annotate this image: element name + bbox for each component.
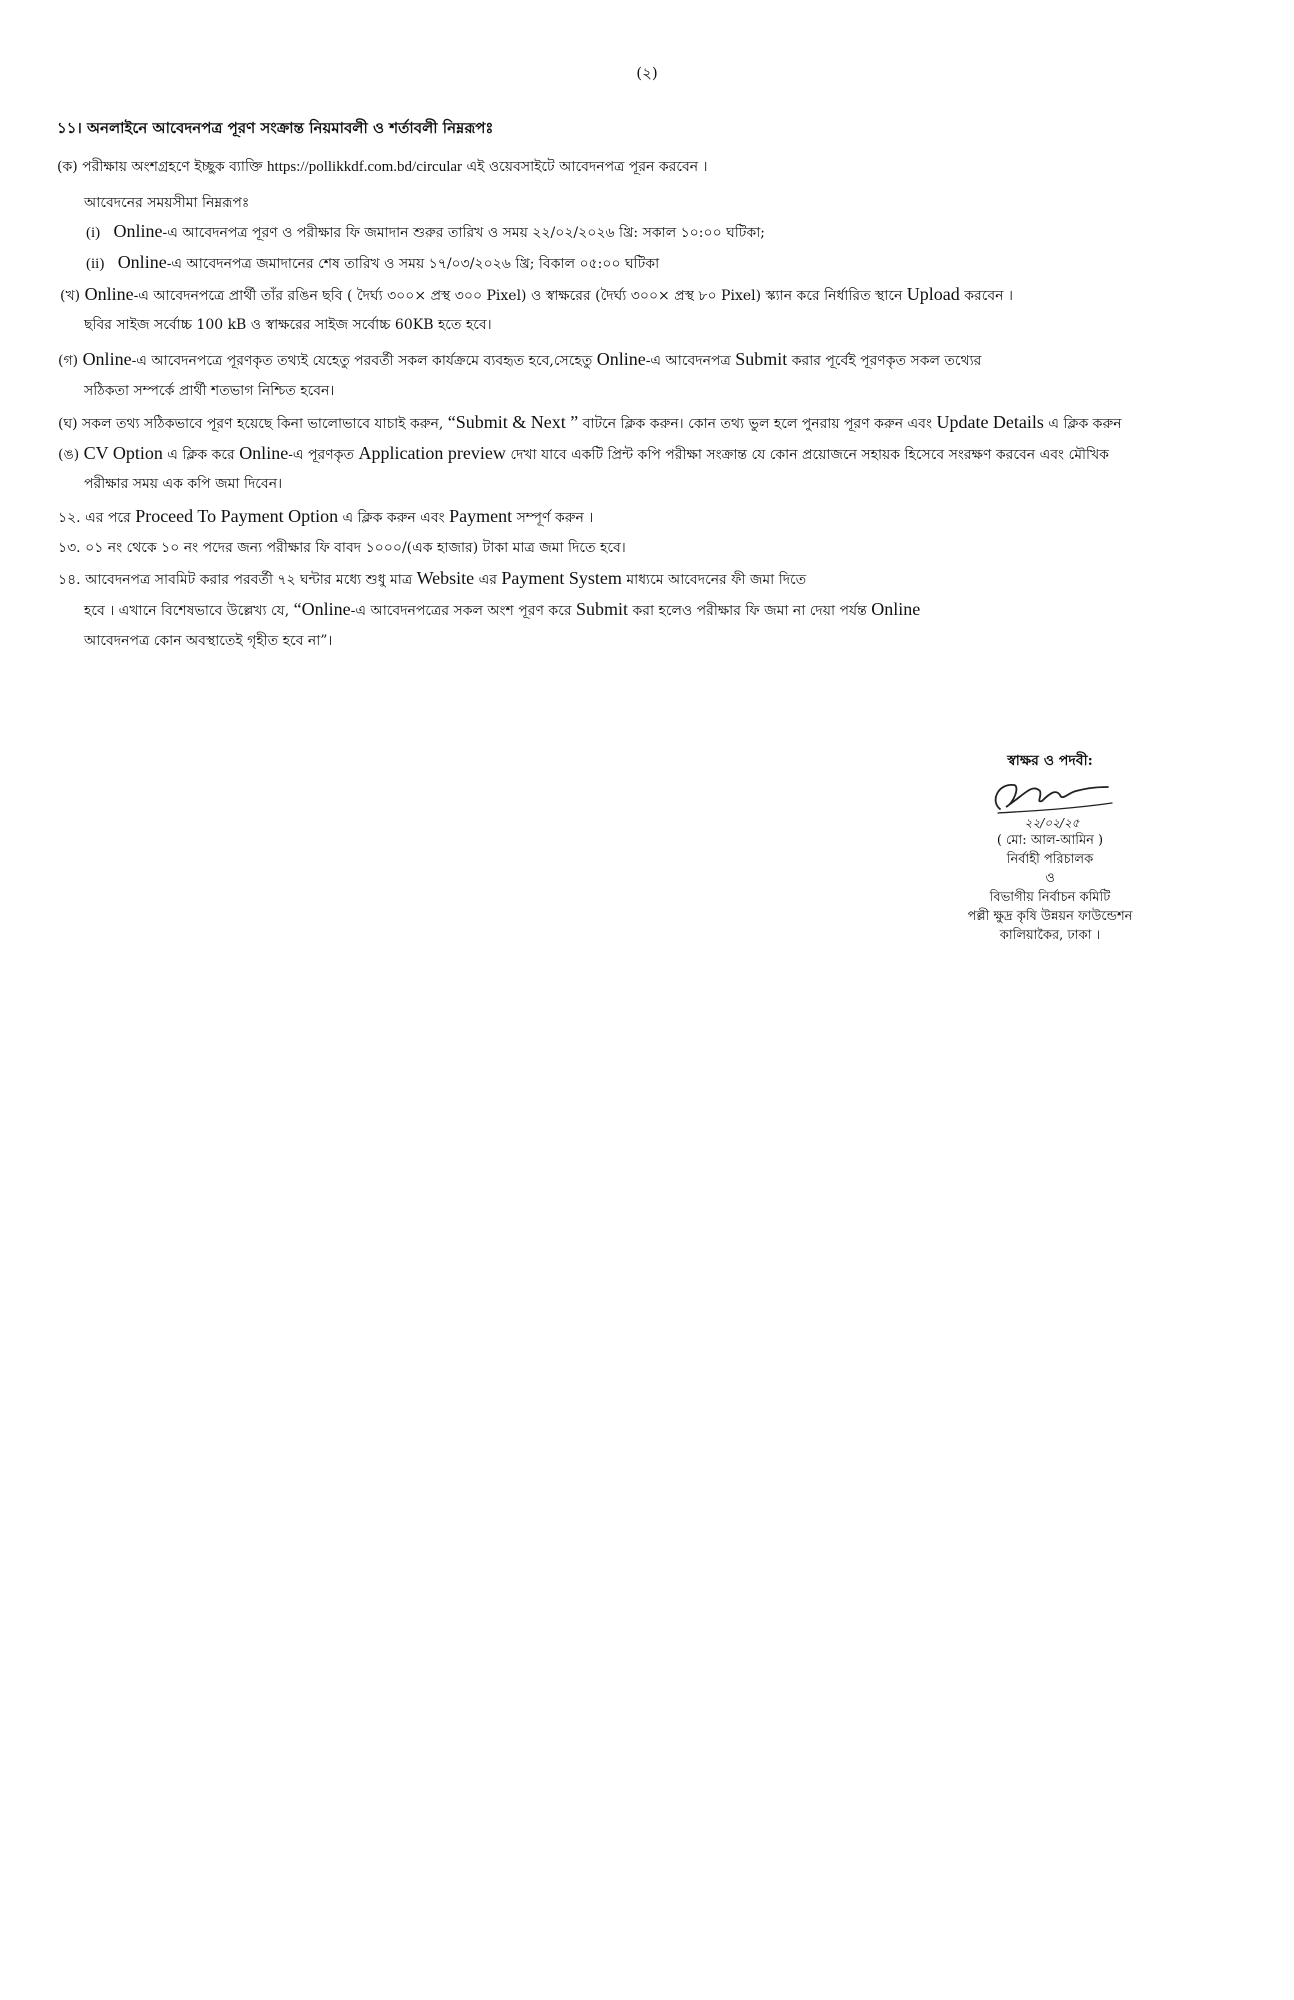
rule-14-pre: আবেদনপত্র সাবমিট করার পরবর্তী ৭২ ঘন্টার মধ্যে শুধু মাত্র xyxy=(85,572,413,588)
rule-gha-post: এ ক্লিক করুন xyxy=(1048,416,1122,432)
deadline-end-label: (ii) xyxy=(86,256,105,272)
deadline-start-text: -এ আবেদনপত্র পূরণ ও পরীক্ষার ফি জমাদান শুরুর তারিখ ও সময় ২২/০২/২০২৬ খ্রি: সকাল ১০:০০ ঘটিকা; xyxy=(162,225,765,241)
rule-gha xyxy=(58,411,1122,435)
proceed-to-payment-label: Proceed To Payment Option xyxy=(135,506,339,526)
rule-kha-label: (খ) xyxy=(60,288,81,304)
rule-ga-label: (গ) xyxy=(58,353,79,369)
rule-13: ১৩. ০১ নং থেকে ১০ নং পদের জন্য পরীক্ষার ফি বাবদ ১০০০/(এক হাজার) টাকা মাত্র জমা দিতে হবে। xyxy=(58,540,626,556)
rule-ga-mid: -এ আবেদনপত্র xyxy=(645,353,731,369)
rule-12 xyxy=(58,505,593,529)
rule-ka-post: এই ওয়েবসাইটে আবেদনপত্র পূরন করবেন । xyxy=(466,159,708,175)
rule-kha-upload: Upload xyxy=(906,284,960,304)
rule-kha-online: Online xyxy=(84,284,134,304)
rule-ka-label: (ক) xyxy=(57,159,78,175)
rule-gha-pre: সকল তথ্য সঠিকভাবে পূরণ হয়েছে কিনা ভালোভাবে যাচাই করুন, xyxy=(82,416,444,432)
rule-uma-post: দেখা যাবে একটি প্রিন্ট কপি পরীক্ষা সংক্রান্ত যে কোন প্রয়োজনে সহায়ক হিসেবে সংরক্ষণ করবেন এবং মৌখিক xyxy=(510,447,1109,463)
rule-ga-online1: Online xyxy=(82,349,132,369)
rule-kha-pre: -এ আবেদনপত্রে প্রার্থী তাঁর রঙিন ছবি ( দৈর্ঘ্য ৩০০× প্রস্থ ৩০০ Pixel) ও স্বাক্ষরের (দৈর্ঘ্য ৩০০× প্রস্থ ৮০ Pixel) স্ক্যান করে নির্ধারিত স্থানে xyxy=(133,288,903,304)
rule-ga-submit: Submit xyxy=(735,349,788,369)
signer-and: ও xyxy=(1045,871,1055,886)
signature-block xyxy=(900,752,1200,945)
circular-url: https://pollikkdf.com.bd/circular xyxy=(267,159,463,175)
rule-14-post: মাধ্যমে আবেদনের ফী জমা দিতে xyxy=(626,572,807,588)
rule-uma xyxy=(58,442,1109,466)
deadline-start-label: (i) xyxy=(86,225,101,241)
deadline-start xyxy=(86,220,765,244)
deadline-title: আবেদনের সময়সীমা নিম্নরূপঃ xyxy=(84,195,250,211)
rule-14-line3: আবেদনপত্র কোন অবস্থাতেই গৃহীত হবে না”। xyxy=(84,633,333,649)
rule-14-line2 xyxy=(84,598,920,622)
signature-date: ২২/০২/২৫ xyxy=(1024,816,1080,830)
rule-kha-size: ছবির সাইজ সর্বোচ্চ 100 kB ও স্বাক্ষরের সাইজ সর্বোচ্চ 60KB হতে হবে। xyxy=(84,317,492,333)
rule-14-line2-online: “Online xyxy=(293,599,351,619)
rule-kha xyxy=(60,283,1013,307)
website-label: Website xyxy=(416,568,475,588)
rule-gha-label: (ঘ) xyxy=(58,416,78,432)
rule-uma-mid: -এ পূরণকৃত xyxy=(288,447,354,463)
rule-gha-mid: বাটনে ক্লিক করুন। কোন তথ্য ভুল হলে পুনরায় পূরণ করুন এবং xyxy=(582,416,932,432)
rule-uma-pre: এ ক্লিক করে xyxy=(167,447,235,463)
signer-committee: বিভাগীয় নির্বাচন কমিটি xyxy=(989,890,1111,905)
rule-14-label: ১৪. xyxy=(58,572,81,588)
handwritten-signature xyxy=(980,773,1120,831)
rule-14-mid: এর xyxy=(478,572,497,588)
rule-uma-online: Online xyxy=(239,443,289,463)
rule-uma-viva: পরীক্ষার সময় এক কপি জমা দিবেন। xyxy=(84,476,283,492)
payment-label: Payment xyxy=(449,506,513,526)
signer-organization: পল্লী ক্ষুদ্র কৃষি উন্নয়ন ফাউন্ডেশন xyxy=(967,909,1133,924)
rule-14-line2-online2: Online xyxy=(871,599,921,619)
rule-12-mid: এ ক্লিক করুন এবং xyxy=(342,510,445,526)
rule-14-line2-mid2: করা হলেও পরীক্ষার ফি জমা না দেয়া পর্যন্ত xyxy=(632,603,867,619)
deadline-end-online: Online xyxy=(117,252,167,272)
signer-name: ( মো: আল-আমিন ) xyxy=(996,833,1104,848)
rule-14-line2-submit: Submit xyxy=(575,599,628,619)
rule-ga-post: করার পূর্বেই পূরণকৃত সকল তথ্যের xyxy=(791,353,982,369)
rule-ka xyxy=(57,156,708,178)
signer-title: নির্বাহী পরিচালক xyxy=(1006,852,1094,867)
rule-uma-label: (ঙ) xyxy=(58,447,80,463)
rule-12-label: ১২. xyxy=(58,510,81,526)
rule-kha-post: করবেন । xyxy=(964,288,1013,304)
payment-system-label: Payment System xyxy=(501,568,622,588)
submit-next-label: “Submit & Next ” xyxy=(447,412,579,432)
rule-12-pre: এর পরে xyxy=(85,510,131,526)
signer-place: কালিয়াকৈর, ঢাকা । xyxy=(999,928,1101,943)
rule-ka-pre: পরীক্ষায় অংশগ্রহণে ইচ্ছুক ব্যাক্তি xyxy=(82,159,263,175)
rule-14-line2-pre: হবে । এখানে বিশেষভাবে উল্লেখ্য যে, xyxy=(84,603,290,619)
page-number: (২) xyxy=(636,64,658,82)
cv-option-label: CV Option xyxy=(83,443,163,463)
update-details-label: Update Details xyxy=(936,412,1044,432)
rule-ga-online2: Online xyxy=(596,349,646,369)
rule-ga-accuracy: সঠিকতা সম্পর্কে প্রার্থী শতভাগ নিশ্চিত হবেন। xyxy=(84,383,335,399)
section-heading: ১১। অনলাইনে আবেদনপত্র পূরণ সংক্রান্ত নিয়মাবলী ও শর্তাবলী নিম্নরূপঃ xyxy=(57,119,494,137)
rule-ga xyxy=(58,348,981,372)
rule-14 xyxy=(58,567,806,591)
rule-12-post: সম্পূর্ণ করুন । xyxy=(516,510,594,526)
deadline-end xyxy=(86,251,659,275)
signature-label: স্বাক্ষর ও পদবী: xyxy=(1007,753,1093,769)
deadline-start-online: Online xyxy=(113,221,163,241)
application-preview-label: Application preview xyxy=(358,443,506,463)
deadline-end-text: -এ আবেদনপত্র জমাদানের শেষ তারিখ ও সময় ১৭/০৩/২০২৬ খ্রি; বিকাল ০৫:০০ ঘটিকা xyxy=(166,256,660,272)
rule-ga-pre: -এ আবেদনপত্রে পূরণকৃত তথ্যই যেহেতু পরবর্তী সকল কার্যক্রমে ব্যবহৃত হবে,সেহেতু xyxy=(131,353,593,369)
rule-14-line2-mid: -এ আবেদনপত্রের সকল অংশ পূরণ করে xyxy=(350,603,572,619)
